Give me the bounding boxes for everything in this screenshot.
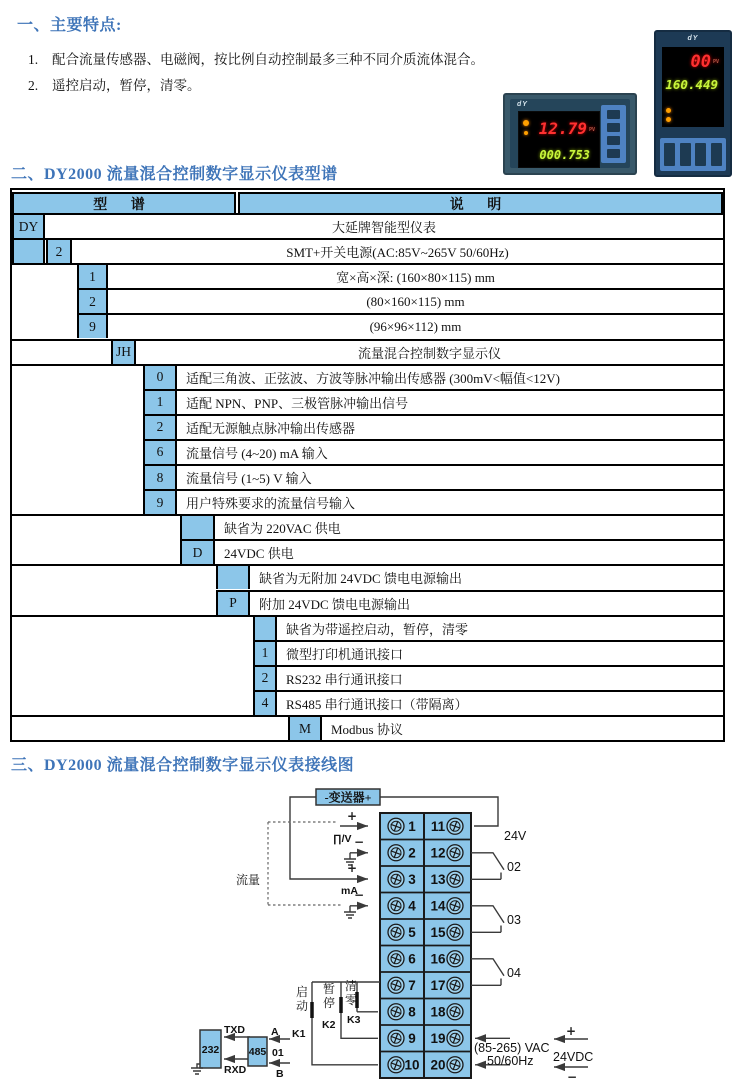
instrument-photo-vertical (654, 30, 732, 177)
terminal-number-right: 14 (430, 898, 446, 914)
switch-name-label: 清 (345, 979, 358, 993)
switch-name-label: 停 (323, 996, 336, 1010)
section2-heading: 二、DY2000 流量混合控制数字显示仪表型谱 (11, 166, 338, 183)
table-row (12, 238, 723, 263)
table-row (12, 464, 723, 489)
model-code-cell: P (216, 590, 250, 615)
terminal-number-right: 18 (430, 1004, 446, 1020)
model-desc-cell: Modbus 协议 (322, 715, 723, 740)
terminal-number-left: 4 (408, 898, 416, 914)
model-desc-cell: 流量信号 (4~20) mA 输入 (177, 439, 723, 464)
pv-label: PV (712, 59, 719, 65)
model-code-cell (216, 564, 250, 589)
terminal-number-right: 11 (430, 818, 446, 834)
model-desc-cell: (80×160×115) mm (108, 288, 723, 313)
relay-label: 04 (507, 966, 521, 980)
v24-label: 24V (504, 829, 527, 843)
terminal-number-right: 19 (430, 1030, 446, 1046)
model-desc-cell: SMT+开关电源(AC:85V~265V 50/60Hz) (72, 238, 723, 263)
device-button (607, 123, 620, 132)
screw-terminal-icon (447, 924, 463, 940)
model-code-cell: 6 (143, 439, 177, 464)
model-spectrum-table (10, 188, 725, 742)
line-a-label: A (271, 1026, 279, 1038)
screw-terminal-icon (447, 818, 463, 834)
terminal-number-right: 17 (430, 977, 446, 993)
model-desc-cell: 缺省为带遥控启动，暂停，清零 (277, 615, 723, 640)
model-code-cell: 2 (143, 414, 177, 439)
line-b-label: B (276, 1068, 284, 1080)
pv-readout: 12.79 PV (538, 119, 595, 138)
table-row (12, 564, 723, 589)
table-row (12, 213, 723, 238)
screw-terminal-icon (388, 898, 404, 914)
instrument-display (662, 47, 724, 127)
sv-readout: 000.753 (539, 148, 590, 162)
plus-sign: + (346, 861, 358, 875)
pv-label: PV (588, 126, 595, 133)
minus-sign: − (353, 835, 365, 849)
k1-wire (357, 982, 378, 1012)
model-code-cell: DY (12, 213, 45, 238)
switch-name-label: 零 (345, 993, 358, 1007)
table-row (12, 539, 723, 564)
ma-label: mA (341, 885, 358, 897)
switch-id-label: K1 (292, 1028, 306, 1040)
screw-terminal-icon (447, 1030, 463, 1046)
table-row (12, 514, 723, 539)
model-desc-cell: 缺省为 220VAC 供电 (215, 514, 723, 539)
terminal-number-left: 2 (408, 845, 416, 861)
switch-id-label: K3 (347, 1014, 361, 1026)
model-code-cell: 9 (143, 489, 177, 514)
table-row (12, 690, 723, 715)
device-button (607, 149, 620, 158)
model-code-cell: 2 (46, 238, 72, 263)
table-row (12, 313, 723, 338)
rs485-interface (248, 1026, 290, 1080)
rs485-box-label: 485 (248, 1046, 267, 1058)
terminal-number-left: 9 (408, 1030, 416, 1046)
brand-logo: dY (517, 101, 528, 108)
status-led (666, 117, 671, 122)
txd-label: TXD (224, 1024, 245, 1036)
pv-readout: 00 PV (690, 52, 719, 72)
model-desc-cell: 用户特殊要求的流量信号输入 (177, 489, 723, 514)
feature-item-1 (28, 48, 484, 68)
switch-name-label: 动 (296, 999, 309, 1013)
vdc-label: 24VDC (553, 1050, 594, 1064)
model-code-cell: 1 (253, 640, 277, 665)
table-row (12, 389, 723, 414)
terminal-number-right: 12 (430, 845, 446, 861)
model-code-cell (253, 615, 277, 640)
model-code-cell: M (288, 715, 322, 740)
screw-terminal-icon (388, 1004, 404, 1020)
plus-sign: + (346, 809, 358, 823)
pulse-volt-label: ∏/V (333, 833, 352, 845)
terminal-number-left: 1 (408, 818, 416, 834)
screw-terminal-icon (447, 871, 463, 887)
flow-dotted-wire (268, 822, 342, 905)
plus-sign: + (565, 1024, 577, 1038)
screw-terminal-icon (388, 871, 404, 887)
section3-heading: 三、DY2000 流量混合控制数字显示仪表接线图 (11, 757, 355, 774)
screw-terminal-icon (388, 1057, 404, 1073)
screw-terminal-icon (388, 951, 404, 967)
keypad (601, 105, 626, 163)
feature-num: 1. (28, 52, 39, 67)
device-button (664, 143, 675, 166)
status-led (524, 131, 528, 135)
model-desc-cell: 流量混合控制数字显示仪 (136, 339, 723, 364)
model-code-cell: JH (111, 339, 136, 364)
model-desc-cell: 适配 NPN、PNP、三极管脉冲输出信号 (177, 389, 723, 414)
hz-label: 50/60Hz (487, 1054, 534, 1068)
section1-heading: 一、主要特点: (17, 17, 122, 34)
model-code-cell (180, 514, 215, 539)
minus-sign: − (353, 888, 365, 902)
feature-num: 2. (28, 78, 39, 93)
screw-terminal-icon (447, 845, 463, 861)
table-row (12, 489, 723, 514)
relay-label: 02 (507, 860, 521, 874)
terminal-number-left: 5 (408, 924, 416, 940)
status-led (523, 120, 529, 126)
feature-item-2 (28, 74, 201, 94)
terminal-number-right: 15 (430, 924, 446, 940)
device-button (607, 110, 620, 119)
screw-terminal-icon (447, 951, 463, 967)
table-row (12, 263, 723, 288)
model-desc-cell: 适配无源触点脉冲输出传感器 (177, 414, 723, 439)
terminal-number-right: 20 (430, 1057, 446, 1073)
table-row (12, 715, 723, 740)
screw-terminal-icon (388, 924, 404, 940)
screw-terminal-icon (388, 1030, 404, 1046)
model-desc-cell: RS232 串行通讯接口 (277, 665, 723, 690)
table-header-desc: 说 明 (238, 192, 723, 215)
screw-terminal-icon (447, 1004, 463, 1020)
table-row (12, 615, 723, 640)
device-button (680, 143, 691, 166)
sv-readout: 160.449 (665, 77, 718, 92)
vac-label: (85-265) VAC (474, 1041, 550, 1055)
model-desc-cell: 适配三角波、正弦波、方波等脉冲输出传感器 (300mV<幅值<12V) (177, 364, 723, 389)
model-desc-cell: 宽×高×深: (160×80×115) mm (108, 263, 723, 288)
instrument-front-panel (510, 99, 630, 168)
switch-name-label: 暂 (323, 982, 336, 996)
table-header-model: 型 谱 (12, 192, 236, 215)
relay-output-03 (471, 906, 521, 933)
transmitter-label: -变送器+ (324, 790, 372, 805)
model-desc-cell: 缺省为无附加 24VDC 馈电电源输出 (250, 564, 723, 589)
wiring-diagram (0, 780, 735, 1088)
table-row (12, 439, 723, 464)
terminal-number-left: 10 (404, 1057, 420, 1073)
minus-sign: − (566, 1070, 578, 1084)
table-row (12, 364, 723, 389)
terminal-number-right: 16 (430, 951, 446, 967)
screw-terminal-icon (447, 898, 463, 914)
relay-output-04 (471, 959, 521, 986)
flow-label: 流量 (236, 873, 261, 887)
model-desc-cell: 大延牌智能型仪表 (45, 213, 723, 238)
model-code-cell: 2 (253, 665, 277, 690)
model-code-cell: D (180, 539, 215, 564)
model-desc-cell: 微型打印机通讯接口 (277, 640, 723, 665)
rs232-box-label: 232 (201, 1044, 220, 1056)
brand-logo: dY (687, 35, 699, 42)
rxd-label: RXD (224, 1064, 247, 1076)
switch-name-label: 启 (296, 985, 309, 999)
screw-terminal-icon (388, 977, 404, 993)
ground-icon (344, 906, 356, 918)
status-led (666, 108, 671, 113)
table-row (12, 339, 723, 364)
model-code-cell: 2 (77, 288, 108, 313)
screw-terminal-icon (447, 977, 463, 993)
terminal-number-left: 3 (408, 871, 416, 887)
model-desc-cell: 24VDC 供电 (215, 539, 723, 564)
model-desc-cell: (96×96×112) mm (108, 313, 723, 338)
terminal-number-left: 8 (408, 1004, 416, 1020)
switch-id-label: K2 (322, 1019, 336, 1031)
model-desc-cell: 流量信号 (1~5) V 输入 (177, 464, 723, 489)
screw-terminal-icon (447, 1057, 463, 1073)
instrument-photo-horizontal (503, 93, 637, 175)
model-code-cell: 8 (143, 464, 177, 489)
rs232-interface (191, 1024, 250, 1076)
terminal-number-left: 6 (408, 951, 416, 967)
table-row (12, 665, 723, 690)
relay-output-02 (471, 853, 521, 880)
channel-label: 01 (272, 1047, 284, 1059)
model-code-cell: 9 (77, 313, 108, 338)
model-desc-cell: 附加 24VDC 馈电电源输出 (250, 590, 723, 615)
terminal-number-right: 13 (430, 871, 446, 887)
relay-label: 03 (507, 913, 521, 927)
model-code-cell: 1 (77, 263, 108, 288)
model-code-cell: 1 (143, 389, 177, 414)
table-row (12, 640, 723, 665)
model-desc-cell: RS485 串行通讯接口（带隔离） (277, 690, 723, 715)
instrument-display (518, 111, 600, 168)
table-row (12, 590, 723, 615)
model-code-cell: 0 (143, 364, 177, 389)
table-row (12, 414, 723, 439)
feature-text: 配合流量传感器、电磁阀，按比例自动控制最多三种不同介质流体混合。 (52, 52, 484, 67)
screw-terminal-icon (388, 818, 404, 834)
device-button (711, 143, 722, 166)
device-button (695, 143, 706, 166)
device-button (607, 136, 620, 145)
switch-labels (292, 978, 361, 1040)
model-code-cell: 4 (253, 690, 277, 715)
table-row (12, 288, 723, 313)
screw-terminal-icon (388, 845, 404, 861)
feature-text: 遥控启动，暂停，清零。 (52, 78, 201, 93)
model-code-cell (12, 238, 45, 263)
keypad (660, 138, 726, 171)
terminal-number-left: 7 (408, 977, 416, 993)
